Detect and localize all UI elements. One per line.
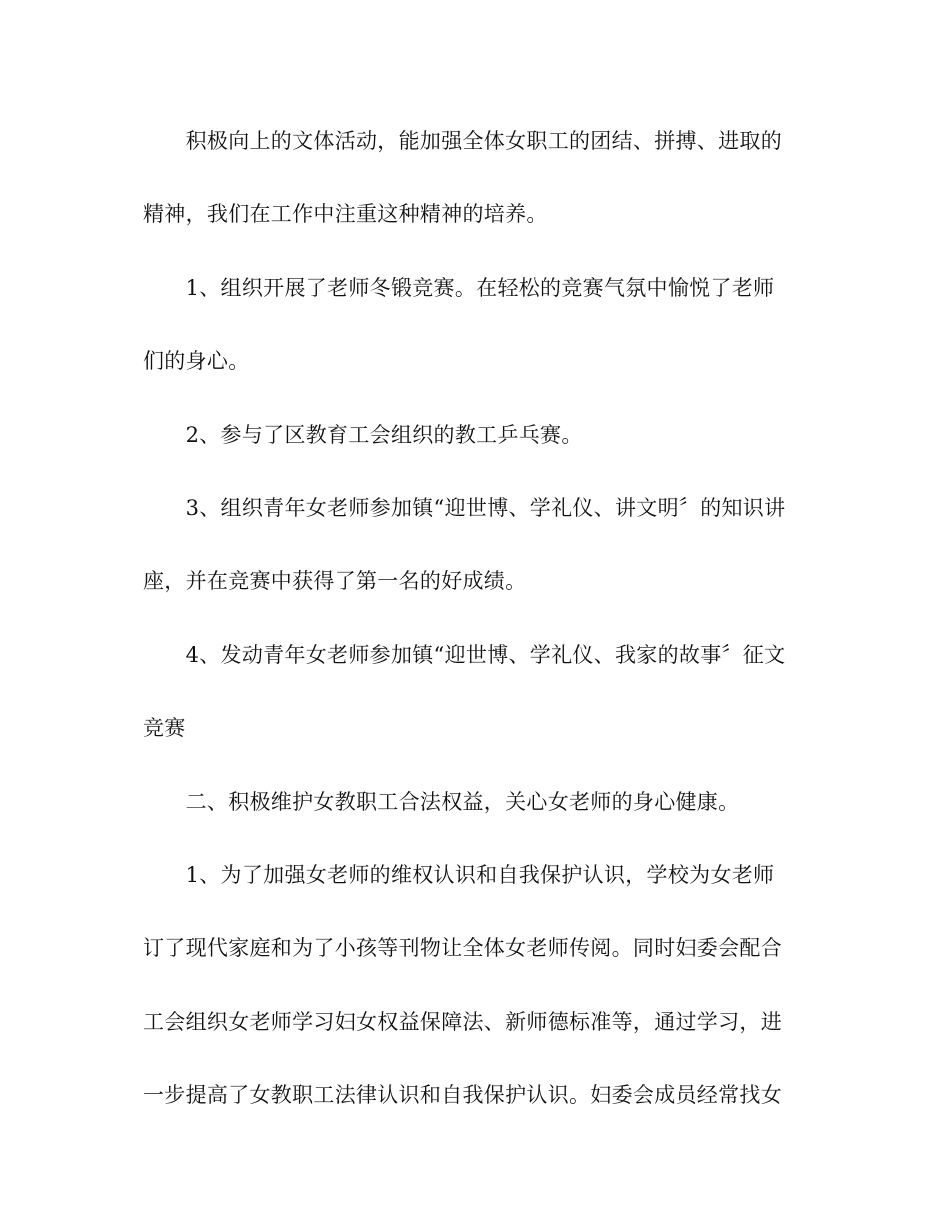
text-line: 座，并在竞赛中获得了第一名的好成绩。 — [143, 569, 527, 593]
text-line: 精神，我们在工作中注重这种精神的培养。 — [143, 202, 548, 226]
text-line: 1、组织开展了老师冬锻竞赛。在轻松的竞赛气氛中愉悦了老师 — [143, 276, 775, 300]
text-line: 2、参与了区教育工会组织的教工乒乓赛。 — [143, 423, 583, 447]
text-line: 4、发动青年女老师参加镇“迎世博、学礼仪、我家的故事〞征文 — [143, 643, 786, 667]
text-line: 们的身心。 — [143, 349, 250, 373]
text-line: 竞赛 — [143, 716, 186, 740]
text-line: 一步提高了女教职工法律认识和自我保护认识。妇委会成员经常找女 — [143, 1083, 782, 1107]
text-line: 积极向上的文体活动，能加强全体女职工的团结、拼搏、进取的 — [143, 129, 782, 153]
text-line: 工会组织女老师学习妇女权益保障法、新师德标准等，通过学习，进 — [143, 1010, 782, 1034]
text-line: 3、组织青年女老师参加镇“迎世博、学礼仪、讲文明〞的知识讲 — [143, 496, 786, 520]
text-line: 1、为了加强女老师的维权认识和自我保护认识，学校为女老师 — [143, 863, 775, 887]
text-line: 订了现代家庭和为了小孩等刊物让全体女老师传阅。同时妇委会配合 — [143, 936, 782, 960]
text-line: 二、积极维护女教职工合法权益，关心女老师的身心健康。 — [143, 790, 740, 814]
